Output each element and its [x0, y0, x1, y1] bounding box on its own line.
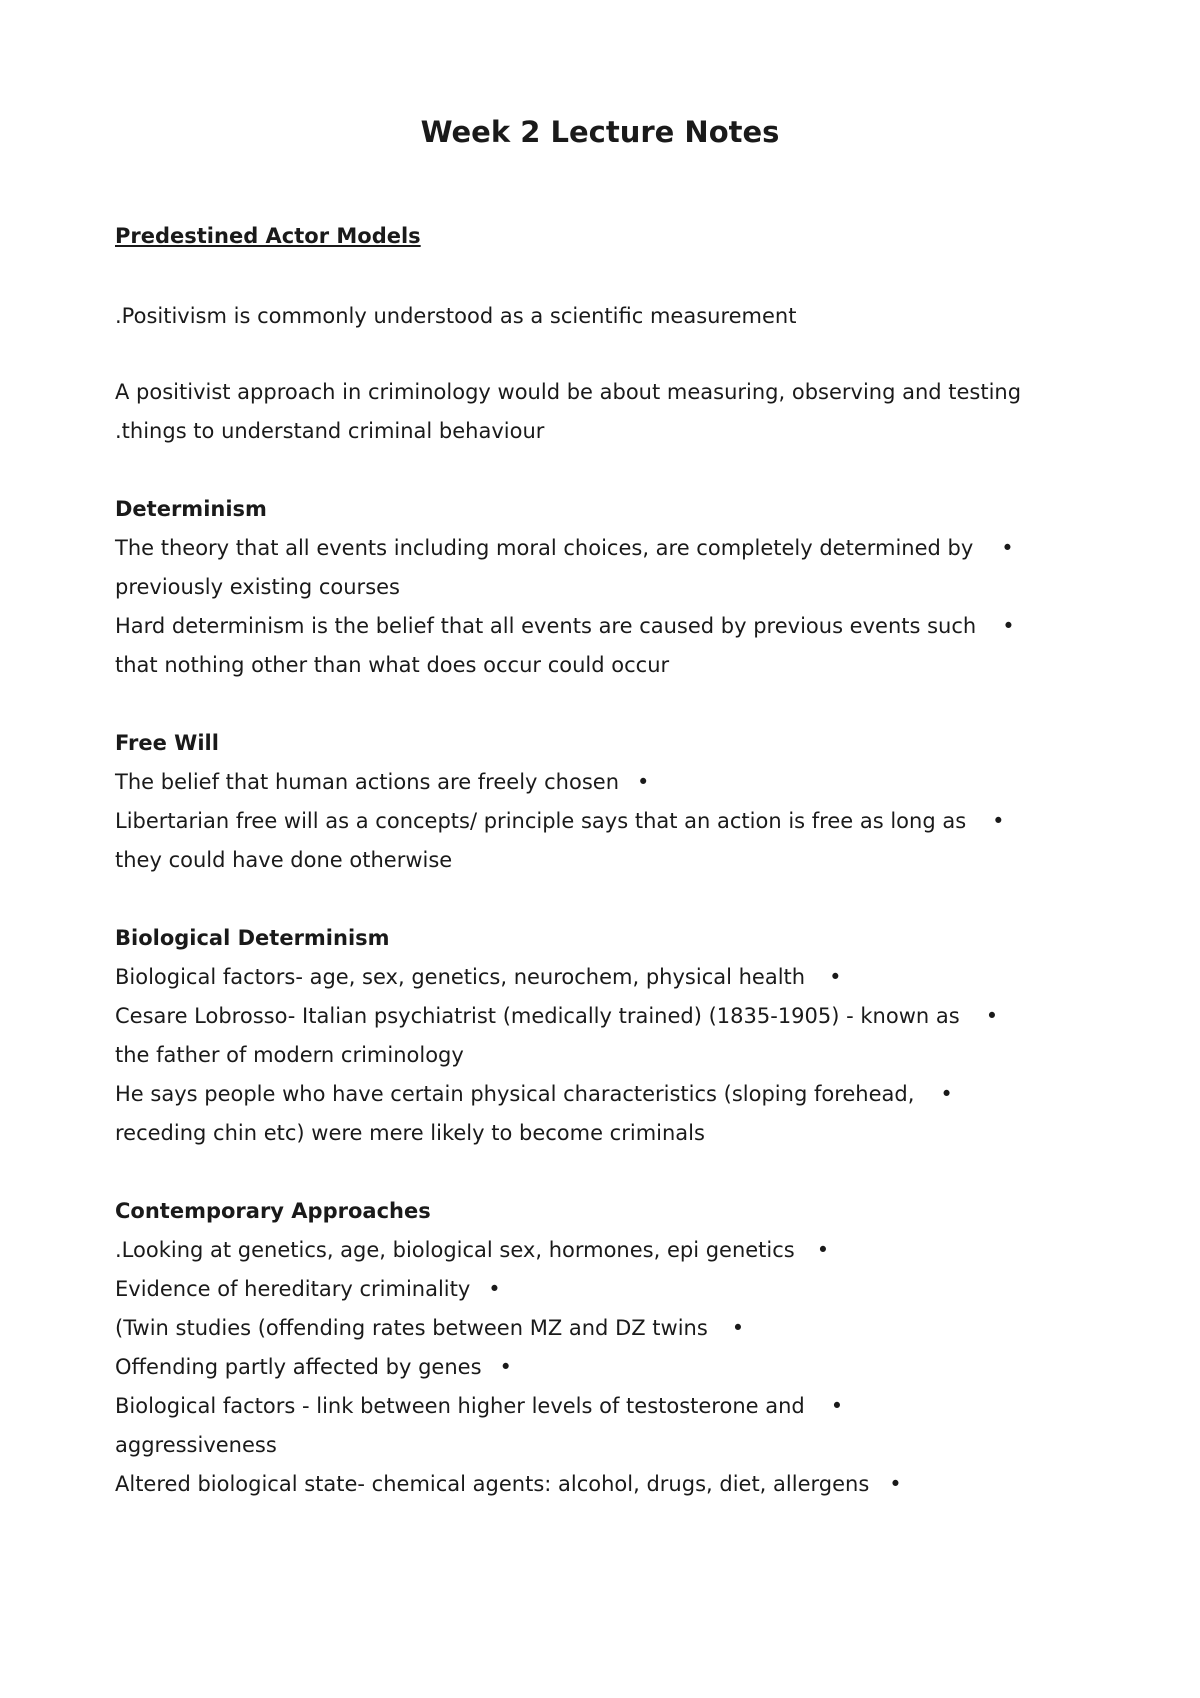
bullet-icon: •: [889, 1472, 902, 1496]
bullet-icon: •: [816, 1238, 830, 1262]
list-item: Altered biological state- chemical agents: alcohol, drugs, diet, allergens •: [115, 1465, 902, 1504]
section-heading-determinism: Determinism: [115, 497, 267, 521]
section-biological-determinism: [115, 919, 998, 1153]
document-title: Week 2 Lecture Notes: [420, 115, 780, 149]
section-free-will: [115, 724, 1005, 880]
section-contemporary-approaches: [115, 1192, 902, 1504]
list-item: Cesare Lobrosso- Italian psychiatrist (medically trained) (1835-1905) - known as •: [115, 997, 998, 1036]
bullet-icon: •: [1002, 614, 1015, 638]
list-item: (Twin studies (offending rates between MZ and DZ twins •: [115, 1309, 902, 1348]
list-item: .Looking at genetics, age, biological sex, hormones, epi genetics •: [115, 1231, 902, 1270]
intro-line-positivism: .Positivism is commonly understood as a scientific measurement: [115, 304, 797, 328]
list-item-continuation: previously existing courses: [115, 575, 400, 599]
list-item: The belief that human actions are freely chosen •: [115, 763, 1005, 802]
intro-line-approach-cont: .things to understand criminal behaviour: [115, 419, 545, 443]
list-item: He says people who have certain physical characteristics (sloping forehead, •: [115, 1075, 998, 1114]
list-item: Offending partly affected by genes •: [115, 1348, 902, 1387]
bullet-icon: •: [731, 1316, 745, 1340]
list-item: The theory that all events including moral choices, are completely determined by •: [115, 529, 1015, 568]
list-item: Evidence of hereditary criminality •: [115, 1270, 902, 1309]
list-item: Biological factors- age, sex, genetics, neurochem, physical health •: [115, 958, 998, 997]
list-item-continuation: that nothing other than what does occur could occur: [115, 653, 670, 677]
bullet-icon: •: [488, 1277, 501, 1301]
bullet-icon: •: [940, 1082, 953, 1106]
list-item: Libertarian free will as a concepts/ principle says that an action is free as long as •: [115, 802, 1005, 841]
list-item: Biological factors - link between higher levels of testosterone and •: [115, 1387, 902, 1426]
list-item-continuation: receding chin etc) were mere likely to become criminals: [115, 1121, 705, 1145]
section-heading-free-will: Free Will: [115, 731, 219, 755]
list-item-continuation: they could have done otherwise: [115, 848, 453, 872]
list-item-continuation: aggressiveness: [115, 1433, 277, 1457]
intro-line-approach: A positivist approach in criminology would be about measuring, observing and testing: [115, 380, 1022, 404]
bullet-icon: •: [992, 809, 1005, 833]
list-item: Hard determinism is the belief that all events are caused by previous events such •: [115, 607, 1015, 646]
section-heading-contemporary: Contemporary Approaches: [115, 1199, 431, 1223]
bullet-icon: •: [499, 1355, 512, 1379]
bullet-icon: •: [637, 770, 650, 794]
bullet-icon: •: [829, 965, 842, 989]
section-determinism: [115, 490, 1015, 685]
bullet-icon: •: [1001, 536, 1014, 560]
list-item-continuation: the father of modern criminology: [115, 1043, 464, 1067]
bullet-icon: •: [830, 1394, 844, 1418]
main-heading: Predestined Actor Models: [115, 224, 421, 248]
bullet-icon: •: [985, 1004, 999, 1028]
section-heading-biological: Biological Determinism: [115, 926, 390, 950]
